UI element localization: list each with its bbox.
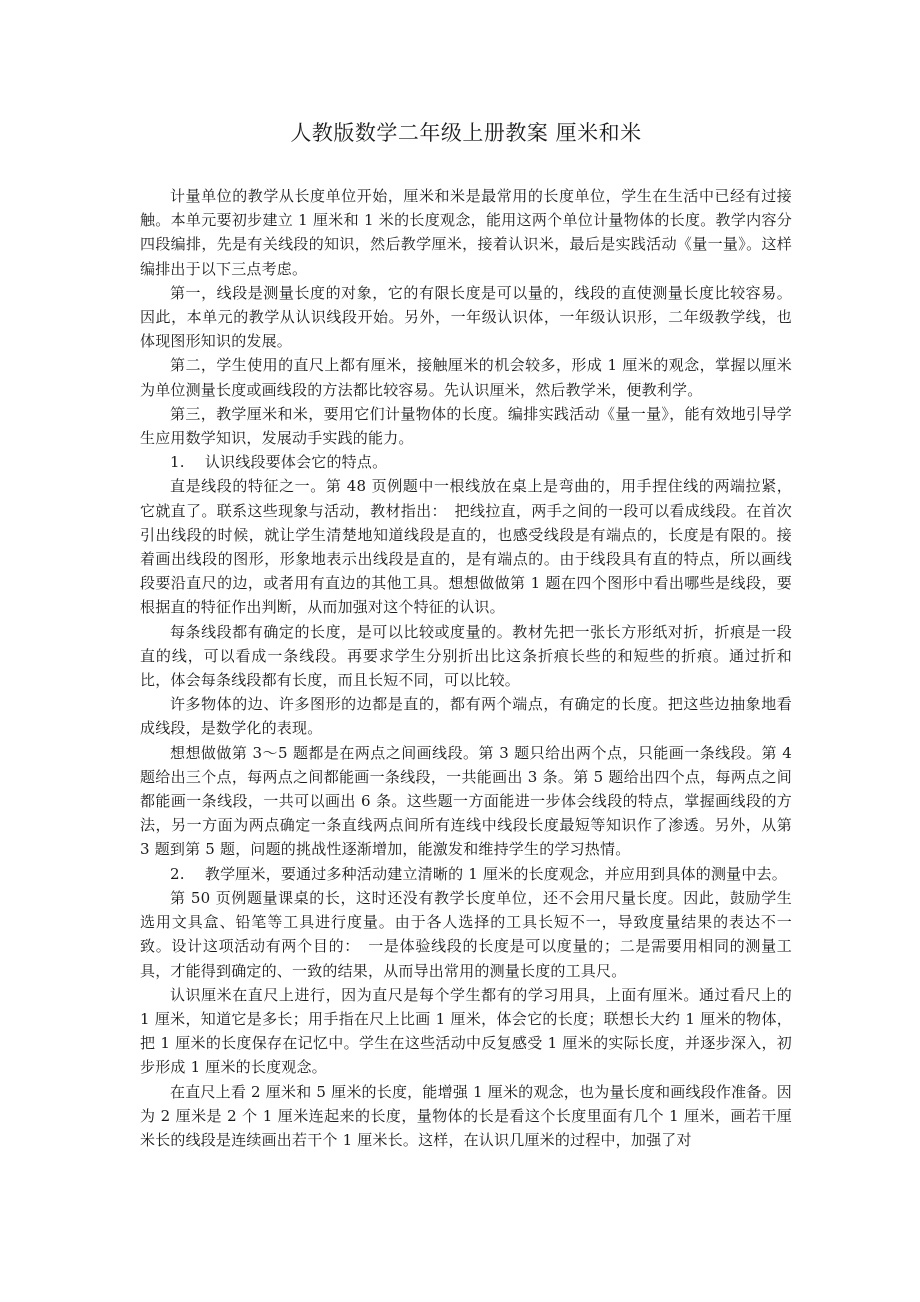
paragraph: 在直尺上看 2 厘米和 5 厘米的长度，能增强 1 厘米的观念，也为量长度和画线段作准备。因为 2 厘米是 2 个 1 厘米连起来的长度，量物体的长是看这个长度里面有几个 1 厘米，画若干厘米长的线段是连续画出若干个 1 厘米长。这样，在认识几厘米的过程中，加强了对 xyxy=(140,1082,792,1149)
document-body xyxy=(140,184,792,1152)
page-title: 人教版数学二年级上册教案 厘米和米 xyxy=(290,121,642,145)
paragraph: 第二，学生使用的直尺上都有厘米，接触厘米的机会较多，形成 1 厘米的观念，掌握以厘米为单位测量长度或画线段的方法都比较容易。先认识厘米，然后教学米，便教利学。 xyxy=(140,356,792,399)
paragraph: 每条线段都有确定的长度，是可以比较或度量的。教材先把一张长方形纸对折，折痕是一段直的线，可以看成一条线段。再要求学生分别折出比这条折痕长些的和短些的折痕。通过折和比，体会每条线段都有长度，而且长短不同，可以比较。 xyxy=(140,622,792,690)
paragraph: 第 50 页例题量课桌的长，这时还没有教学长度单位，还不会用尺量长度。因此，鼓励学生选用文具盒、铅笔等工具进行度量。由于各人选择的工具长短不一，导致度量结果的表达不一致。设计这项活动有两个目的： 一是体验线段的长度是可以度量的；二是需要用相同的测量工具，才能得到确定的、一致的结果，从而导出常用的测量长度的工具尺。 xyxy=(140,888,792,980)
paragraph: 许多物体的边、许多图形的边都是直的，都有两个端点，有确定的长度。把这些边抽象地看成线段，是数学化的表现。 xyxy=(140,695,792,738)
section-heading: 1. 认识线段要体会它的特点。 xyxy=(170,453,388,472)
paragraph: 计量单位的教学从长度单位开始，厘米和米是最常用的长度单位，学生在生活中已经有过接触。本单元要初步建立 1 厘米和 1 米的长度观念，能用这两个单位计量物体的长度。教学内容分四段编排，先是有关线段的知识，然后教学厘米，接着认识米，最后是实践活动《量一量》。这样编排出于以下三点考虑。 xyxy=(140,187,792,278)
paragraph: 第一，线段是测量长度的对象，它的有限长度是可以量的，线段的直使测量长度比较容易。因此，本单元的教学从认识线段开始。另外，一年级认识体，一年级认识形，二年级教学线，也体现图形知识的发展。 xyxy=(140,283,792,351)
paragraph: 认识厘米在直尺上进行，因为直尺是每个学生都有的学习用具，上面有厘米。通过看尺上的 1 厘米，知道它是多长；用手指在尺上比画 1 厘米，体会它的长度；联想长大约 1 厘米的物体，把 1 厘米的长度保存在记忆中。学生在这些活动中反复感受 1 厘米的实际长度，并逐步深入，初步形成 1 厘米的长度观念。 xyxy=(140,985,792,1077)
paragraph: 直是线段的特征之一。第 48 页例题中一根线放在桌上是弯曲的，用手捏住线的两端拉紧，它就直了。联系这些现象与活动，教材指出： 把线拉直，两手之间的一段可以看成线段。在首次引出线段的时候，就让学生清楚地知道线段是直的，也感受线段是有端点的，长度是有限的。接着画出线段的图形，形象地表示出线段是直的，是有端点的。由于线段具有直的特点，所以画线段要沿直尺的边，或者用有直边的其他工具。想想做做第 1 题在四个图形中看出哪些是线段，要根据直的特征作出判断，从而加强对这个特征的认识。 xyxy=(140,477,792,617)
paragraph: 想想做做第 3～5 题都是在两点之间画线段。第 3 题只给出两个点，只能画一条线段。第 4 题给出三个点，每两点之间都能画一条线段，一共能画出 3 条。第 5 题给出四个点，每两点之间都能画一条线段，一共可以画出 6 条。这些题一方面能进一步体会线段的特点，掌握画线段的方法，另一方面为两点确定一条直线两点间所有连线中线段长度最短等知识作了渗透。另外，从第 3 题到第 5 题，问题的挑战性逐渐增加，能激发和维持学生的学习热情。 xyxy=(140,743,792,859)
document-page xyxy=(140,118,792,1152)
paragraph: 第三，教学厘米和米，要用它们计量物体的长度。编排实践活动《量一量》，能有效地引导学生应用数学知识，发展动手实践的能力。 xyxy=(140,404,792,448)
section-heading: 2. 教学厘米，要通过多种活动建立清晰的 1 厘米的长度观念，并应用到具体的测量中去。 xyxy=(170,864,787,883)
